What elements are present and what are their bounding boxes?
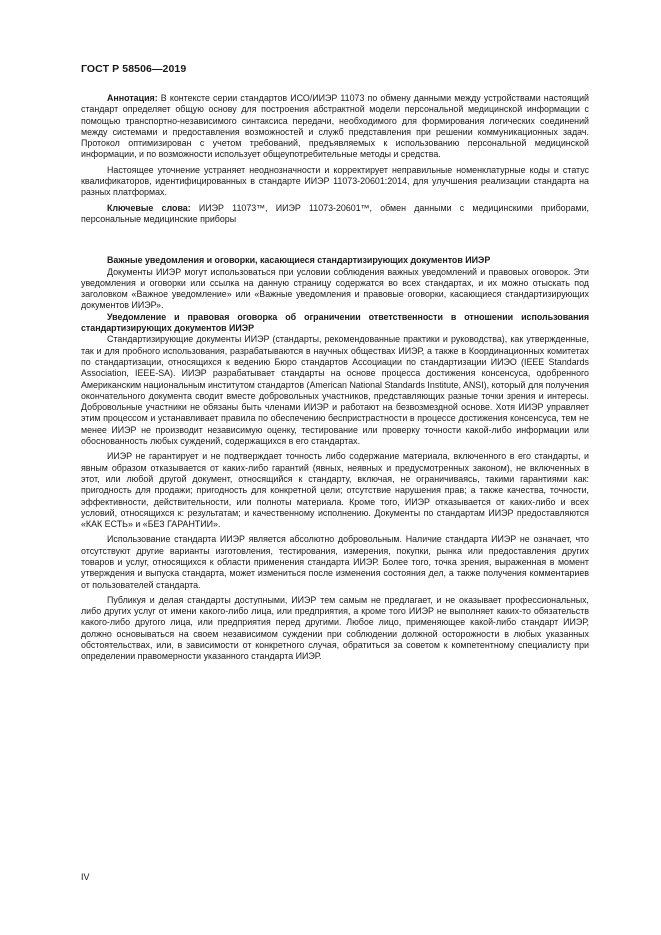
annotation-text: В контексте серии стандартов ИСО/ИИЭР 11073 по обмену данными между устройствами настоящий стандарт определяет общую основу для построения абстрактной модели персональной медицинской информации с помощью транспортно-независимого синтаксиса передачи, необходимого для формирования логических соединений между системами и предоставления возможностей и служб представления при решении коммуникационных задач. Протокол оптимизирован с учетом требований, предъявляемых к использованию персональной медицинской информации, и по возможности использует общеупотребительные методы и средства.	[81, 93, 589, 160]
disclaimer-paragraph-1: Стандартизирующие документы ИИЭР (стандарты, рекомендованные практики и руководства), как утвержденные, так и для пробного использования, разрабатываются в научных обществах ИИЭР, а также в Координационных комитетах по стандартизации, относящихся к ведению Бюро стандартов Ассоциации по стандартизации ИИЭО (IEEE Standards Association, IEEE-SA). ИИЭР разрабатывает стандарты на основе процесса достижения консенсуса, одобренного Американским национальным институтом стандартов (American National Standards Institute, ANSI), который для получения окончательного документа сводит вместе добровольных участников, представляющих разные точки зрения и интересы. Добровольные участники не обязаны быть членами ИИЭР и работают на безвозмездной основе. Хотя ИИЭР управляет этим процессом и устанавливает правила по обеспечению беспристрастности в процессе достижения консенсуса, тем не менее ИИЭР не производит независимую оценку, тестирование или проверку точности какой-либо информации или обоснованность любых суждений, содержащихся в его стандартах.	[81, 334, 589, 447]
disclaimer-heading: Уведомление и правовая оговорка об ограничении ответственности в отношении использования стандартизирующих документов ИИЭР	[81, 311, 589, 334]
keywords-text: ИИЭР 11073™, ИИЭР 11073-20601™, обмен данными с медицинскими приборами, персональные медицинские приборы	[81, 202, 589, 224]
standard-code: ГОСТ Р 58506—2019	[81, 63, 187, 75]
refinement-paragraph: Настоящее уточнение устраняет неоднозначности и корректирует неправильные номенклатурные коды и статус квалификаторов, идентифицированных в стандарте ИИЭР 11073-20601:2014, для улучшения реализации стандарта на разных платформах.	[81, 164, 589, 198]
notices-heading: Важные уведомления и оговорки, касающиеся стандартизирующих документов ИИЭР	[107, 255, 491, 266]
keywords-paragraph	[81, 203, 589, 226]
document-body	[81, 93, 589, 663]
keywords-label: Ключевые слова:	[107, 202, 191, 213]
disclaimer-paragraph-3: Использование стандарта ИИЭР является абсолютно добровольным. Наличие стандарта ИИЭР не означает, что отсутствуют другие варианты изготовления, тестирования, измерения, покупки, рынка или предоставления других товаров и услуг, относящихся к области применения стандарта ИИЭР. Более того, точка зрения, выраженная в момент утверждения и выпуска стандарта, может измениться после изменения состояния дел, а также получения комментариев от пользователей стандарта.	[81, 534, 589, 590]
disclaimer-paragraph-4: Публикуя и делая стандарты доступными, ИИЭР тем самым не предлагает, и не оказывает профессиональных, либо других услуг от имени какого-либо лица, или предприятия, а кроме того ИИЭР не выполняет каких-то обязательств какого-либо другого лица, или предприятия перед другими. Любое лицо, применяющее какой-либо стандарт ИИЭР, должно основываться на своем независимом суждении при соблюдении должной осторожности в любых указанных обстоятельствах, или, в зависимости от конкретного случая, обратиться за советом к компетентному специалисту при определении правомерности указанного стандарта ИИЭР.	[81, 594, 589, 662]
notices-paragraph: Документы ИИЭР могут использоваться при условии соблюдения важных уведомлений и правовых оговорок. Эти уведомления и оговорки или ссылка на данную страницу содержатся во всех стандартах, и их можно отыскать под заголовком «Важное уведомление» или «Важные уведомления и правовые оговорки, касающиеся стандартизирующих документов ИИЭР».	[81, 266, 589, 311]
page-number: IV	[81, 872, 90, 882]
disclaimer-paragraph-2: ИИЭР не гарантирует и не подтверждает точность либо содержание материала, включенного в его стандарты, и явным образом отказывается от каких-либо гарантий (явных, неявных и предусмотренных законом), не включенных в этот, или любой другой документ, относящийся к стандарту, включая, не ограничиваясь, такими гарантиями как: пригодность для продажи; пригодность для конкретной цели; отсутствие нарушения прав; а также качества, точности, эффективности, действительности, или полноты материала. Кроме того, ИИЭР отказывается от каких-либо и всех условий, относящихся к: результатам; и качественному исполнению. Документы по стандартам ИИЭР предоставляются «КАК ЕСТЬ» и «БЕЗ ГАРАНТИИ».	[81, 451, 589, 530]
annotation-label: Аннотация:	[107, 93, 158, 103]
annotation-paragraph	[81, 93, 589, 161]
